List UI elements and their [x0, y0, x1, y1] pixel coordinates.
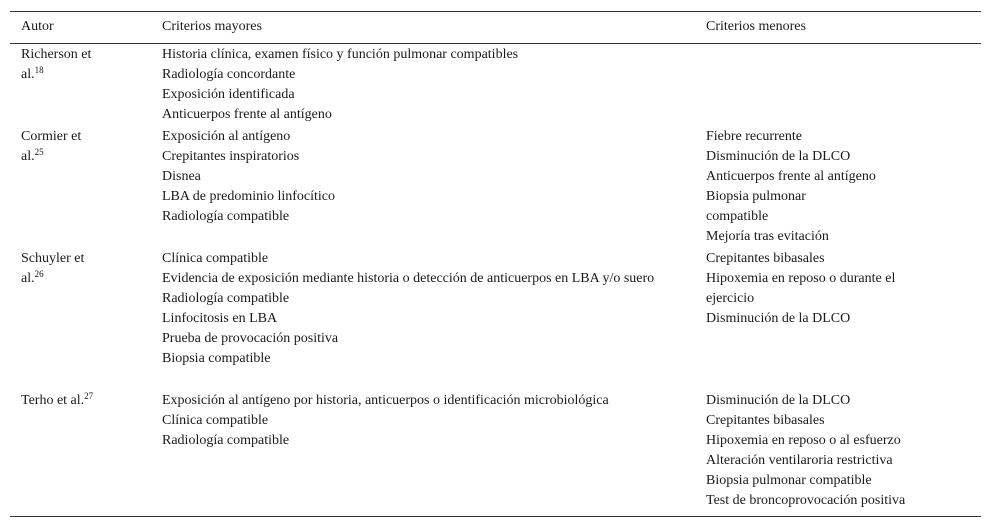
- major-criteria-cell: [162, 391, 667, 451]
- major-criteria-cell: [162, 127, 667, 227]
- major-criterion: Disnea: [162, 169, 201, 184]
- author-reference: 26: [34, 269, 44, 279]
- major-criterion: Radiología compatible: [162, 209, 290, 224]
- header-minor-criteria: Criterios menores: [706, 19, 806, 34]
- major-criterion: LBA de predominio linfocítico: [162, 189, 336, 204]
- major-criterion: Clínica compatible: [162, 413, 269, 428]
- major-criterion: Historia clínica, examen físico y función pulmonar compatibles: [162, 47, 519, 62]
- minor-criteria-cell: [706, 391, 936, 511]
- minor-criterion: Hipoxemia en reposo o al esfuerzo: [706, 433, 901, 448]
- minor-criterion: Test de broncoprovocación positiva: [706, 493, 906, 508]
- minor-criterion: Alteración ventilaroria restrictiva: [706, 453, 893, 468]
- author-cell: Richerson et al.$^{18}$: [21, 47, 92, 82]
- major-criterion: Linfocitosis en LBA: [162, 311, 278, 326]
- major-criterion: Radiología compatible: [162, 291, 290, 306]
- major-criterion: Evidencia de exposición mediante historia o detección de anticuerpos en LBA y/o suero: [162, 271, 655, 286]
- major-criteria-cell: [162, 249, 667, 369]
- minor-criterion: Disminución de la DLCO: [706, 311, 851, 326]
- major-criteria-cell: [162, 45, 667, 125]
- header-rule: [10, 43, 981, 44]
- major-criterion: Clínica compatible: [162, 251, 269, 266]
- minor-criterion: Mejoría tras evitación: [706, 229, 829, 244]
- minor-criterion: Disminución de la DLCO: [706, 149, 851, 164]
- major-criterion: Exposición al antígeno: [162, 129, 291, 144]
- author-reference: 25: [34, 147, 44, 157]
- major-criterion: Exposición al antígeno por historia, anticuerpos o identificación microbiológica: [162, 393, 609, 408]
- major-criterion: Prueba de provocación positiva: [162, 331, 339, 346]
- major-criterion: Anticuerpos frente al antígeno: [162, 107, 332, 122]
- header-author: Autor: [21, 19, 54, 34]
- table-bottom-rule: [10, 516, 981, 517]
- minor-criterion: Disminución de la DLCO: [706, 393, 851, 408]
- minor-criterion: Fiebre recurrente: [706, 129, 802, 144]
- minor-criteria-cell: [706, 127, 936, 247]
- header-major-criteria: Criterios mayores: [162, 19, 262, 34]
- author-cell: [21, 391, 151, 411]
- minor-criterion: Crepitantes bibasales: [706, 251, 825, 266]
- minor-criterion: Hipoxemia en reposo o durante el ejercicio: [706, 271, 896, 306]
- major-criterion: Crepitantes inspiratorios: [162, 149, 300, 164]
- minor-criteria-cell: [706, 249, 936, 329]
- author-cell: Schuyler et al.$^{26}$: [21, 251, 85, 286]
- table-top-rule: [10, 11, 981, 12]
- author-reference: 27: [84, 391, 94, 401]
- minor-criterion: Crepitantes bibasales: [706, 413, 825, 428]
- major-criterion: Radiología concordante: [162, 67, 296, 82]
- author-reference: 18: [34, 65, 44, 75]
- author-name: Terho et al.: [21, 393, 85, 408]
- major-criterion: Biopsia compatible: [162, 351, 271, 366]
- author-cell: Cormier et al.$^{25}$: [21, 129, 82, 164]
- minor-criterion: Anticuerpos frente al antígeno: [706, 169, 876, 184]
- minor-criterion: Biopsia pulmonar compatible: [706, 189, 806, 224]
- major-criterion: Exposición identificada: [162, 87, 295, 102]
- major-criterion: Radiología compatible: [162, 433, 290, 448]
- minor-criterion: Biopsia pulmonar compatible: [706, 473, 872, 488]
